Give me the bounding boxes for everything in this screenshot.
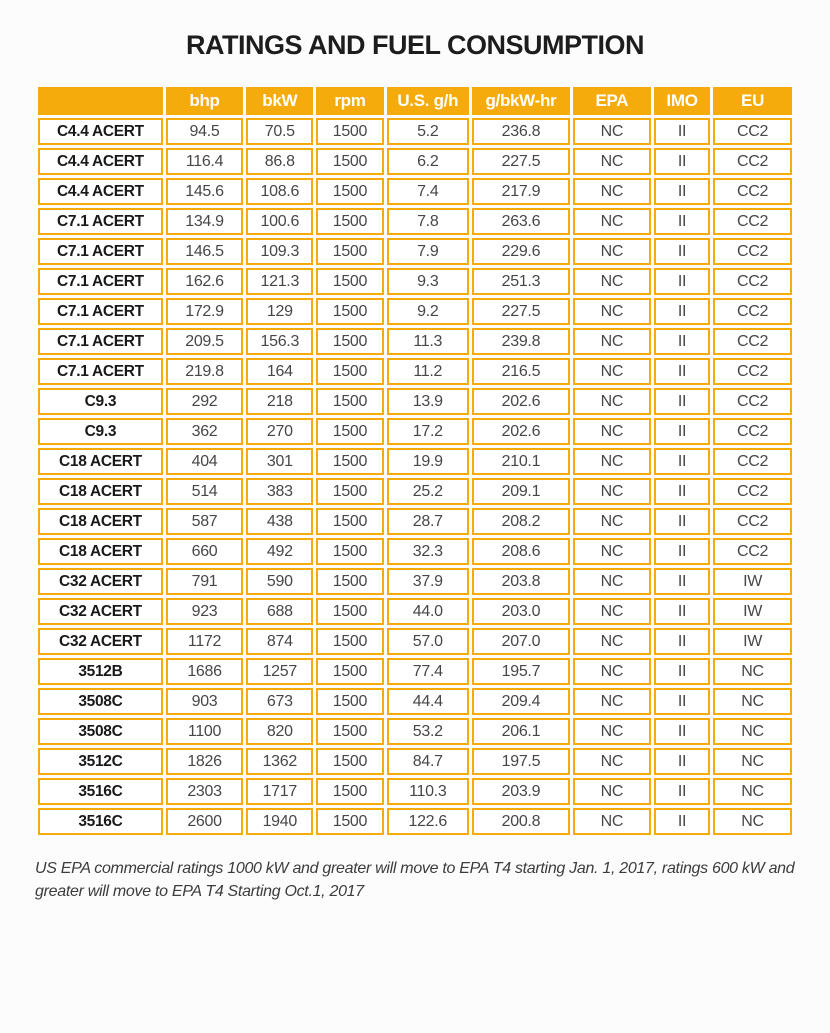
header-cell-g-bkw-hr: g/bkW-hr [472,87,570,115]
value-cell: 25.2 [387,478,469,505]
value-cell: IW [713,598,792,625]
model-cell: C32 ACERT [38,628,163,655]
value-cell: 6.2 [387,148,469,175]
value-cell: 9.2 [387,298,469,325]
value-cell: II [654,118,710,145]
header-cell-epa: EPA [573,87,651,115]
table-row [38,508,792,535]
value-cell: NC [573,208,651,235]
value-cell: NC [573,508,651,535]
model-cell: 3516C [38,808,163,835]
page-title: RATINGS AND FUEL CONSUMPTION [186,30,644,60]
model-cell: 3516C [38,778,163,805]
value-cell: 1500 [316,808,383,835]
value-cell: NC [713,658,792,685]
table-row [38,238,792,265]
value-cell: 1940 [246,808,313,835]
value-cell: 145.6 [166,178,243,205]
value-cell: II [654,538,710,565]
value-cell: 206.1 [472,718,570,745]
value-cell: 146.5 [166,238,243,265]
model-cell: C7.1 ACERT [38,358,163,385]
value-cell: 13.9 [387,388,469,415]
value-cell: 1500 [316,568,383,595]
value-cell: II [654,718,710,745]
value-cell: 209.5 [166,328,243,355]
value-cell: II [654,178,710,205]
value-cell: 208.6 [472,538,570,565]
table-body [38,118,792,835]
value-cell: 1362 [246,748,313,775]
value-cell: CC2 [713,298,792,325]
value-cell: 5.2 [387,118,469,145]
value-cell: 203.9 [472,778,570,805]
model-cell: C7.1 ACERT [38,298,163,325]
value-cell: 1686 [166,658,243,685]
value-cell: CC2 [713,118,792,145]
value-cell: 197.5 [472,748,570,775]
model-cell: C4.4 ACERT [38,118,163,145]
value-cell: CC2 [713,178,792,205]
table-row [38,748,792,775]
value-cell: 1500 [316,778,383,805]
value-cell: 239.8 [472,328,570,355]
value-cell: 11.3 [387,328,469,355]
table-row [38,358,792,385]
value-cell: 77.4 [387,658,469,685]
value-cell: CC2 [713,388,792,415]
value-cell: NC [573,238,651,265]
value-cell: 1717 [246,778,313,805]
value-cell: 202.6 [472,418,570,445]
header-cell-u-s-g-h: U.S. g/h [387,87,469,115]
value-cell: 1500 [316,718,383,745]
value-cell: NC [573,568,651,595]
value-cell: NC [713,718,792,745]
value-cell: 121.3 [246,268,313,295]
table-row [38,208,792,235]
value-cell: II [654,418,710,445]
table-row [38,148,792,175]
value-cell: 208.2 [472,508,570,535]
value-cell: 209.1 [472,478,570,505]
header-cell-bkw: bkW [246,87,313,115]
value-cell: 109.3 [246,238,313,265]
value-cell: 251.3 [472,268,570,295]
value-cell: II [654,658,710,685]
value-cell: 1500 [316,358,383,385]
value-cell: 587 [166,508,243,535]
table-row [38,538,792,565]
value-cell: 7.8 [387,208,469,235]
value-cell: II [654,268,710,295]
value-cell: IW [713,628,792,655]
value-cell: 203.8 [472,568,570,595]
value-cell: 1500 [316,628,383,655]
value-cell: CC2 [713,538,792,565]
table-row [38,118,792,145]
value-cell: NC [573,718,651,745]
value-cell: NC [573,598,651,625]
value-cell: 383 [246,478,313,505]
value-cell: 28.7 [387,508,469,535]
value-cell: 44.4 [387,688,469,715]
value-cell: 86.8 [246,148,313,175]
value-cell: 11.2 [387,358,469,385]
value-cell: II [654,358,710,385]
value-cell: 210.1 [472,448,570,475]
value-cell: NC [573,388,651,415]
header-cell-model [38,87,163,115]
value-cell: 791 [166,568,243,595]
value-cell: CC2 [713,238,792,265]
value-cell: 1172 [166,628,243,655]
model-cell: C18 ACERT [38,448,163,475]
value-cell: 1500 [316,598,383,625]
value-cell: NC [573,628,651,655]
model-cell: 3508C [38,718,163,745]
model-cell: C18 ACERT [38,538,163,565]
table-row [38,808,792,835]
value-cell: 1500 [316,748,383,775]
value-cell: 923 [166,598,243,625]
table-row [38,688,792,715]
value-cell: 903 [166,688,243,715]
value-cell: 820 [246,718,313,745]
value-cell: 874 [246,628,313,655]
value-cell: 404 [166,448,243,475]
value-cell: 200.8 [472,808,570,835]
value-cell: 362 [166,418,243,445]
table-row [38,178,792,205]
model-cell: 3512B [38,658,163,685]
header-cell-eu: EU [713,87,792,115]
value-cell: II [654,598,710,625]
value-cell: 57.0 [387,628,469,655]
value-cell: II [654,148,710,175]
value-cell: 172.9 [166,298,243,325]
value-cell: 1500 [316,208,383,235]
value-cell: CC2 [713,148,792,175]
value-cell: NC [573,298,651,325]
value-cell: 9.3 [387,268,469,295]
value-cell: 209.4 [472,688,570,715]
model-cell: C7.1 ACERT [38,268,163,295]
value-cell: II [654,778,710,805]
value-cell: II [654,688,710,715]
value-cell: NC [573,748,651,775]
model-cell: C18 ACERT [38,508,163,535]
value-cell: 1500 [316,178,383,205]
value-cell: NC [573,538,651,565]
value-cell: 70.5 [246,118,313,145]
value-cell: NC [573,148,651,175]
value-cell: NC [573,358,651,385]
value-cell: II [654,238,710,265]
value-cell: 1500 [316,508,383,535]
value-cell: 1500 [316,538,383,565]
table-row [38,658,792,685]
value-cell: 227.5 [472,298,570,325]
model-cell: C32 ACERT [38,568,163,595]
value-cell: NC [573,448,651,475]
value-cell: 514 [166,478,243,505]
value-cell: 216.5 [472,358,570,385]
value-cell: NC [573,478,651,505]
value-cell: 7.4 [387,178,469,205]
value-cell: 156.3 [246,328,313,355]
footnote: US EPA commercial ratings 1000 kW and greater will move to EPA T4 starting Jan. 1, 2017, ratings 600 kW and greater will move to EPA T4 Starting Oct.1, 2017 [35,860,795,900]
value-cell: 1500 [316,328,383,355]
value-cell: 37.9 [387,568,469,595]
value-cell: CC2 [713,508,792,535]
value-cell: CC2 [713,418,792,445]
model-cell: C7.1 ACERT [38,328,163,355]
value-cell: NC [573,778,651,805]
value-cell: 270 [246,418,313,445]
value-cell: 2600 [166,808,243,835]
value-cell: 195.7 [472,658,570,685]
value-cell: 17.2 [387,418,469,445]
value-cell: II [654,478,710,505]
value-cell: NC [713,688,792,715]
value-cell: NC [573,658,651,685]
value-cell: II [654,568,710,595]
model-cell: C9.3 [38,418,163,445]
value-cell: 7.9 [387,238,469,265]
table-row [38,568,792,595]
value-cell: 84.7 [387,748,469,775]
value-cell: 134.9 [166,208,243,235]
value-cell: NC [573,118,651,145]
value-cell: 1500 [316,268,383,295]
value-cell: II [654,388,710,415]
value-cell: NC [573,328,651,355]
ratings-table [35,84,795,838]
value-cell: NC [713,808,792,835]
value-cell: II [654,748,710,775]
value-cell: 203.0 [472,598,570,625]
value-cell: 19.9 [387,448,469,475]
model-cell: C9.3 [38,388,163,415]
value-cell: II [654,208,710,235]
value-cell: IW [713,568,792,595]
value-cell: 292 [166,388,243,415]
header-cell-bhp: bhp [166,87,243,115]
value-cell: 164 [246,358,313,385]
value-cell: NC [713,778,792,805]
value-cell: 100.6 [246,208,313,235]
value-cell: 2303 [166,778,243,805]
value-cell: 1500 [316,238,383,265]
header-row [38,87,792,115]
value-cell: 207.0 [472,628,570,655]
value-cell: 94.5 [166,118,243,145]
value-cell: 202.6 [472,388,570,415]
value-cell: 44.0 [387,598,469,625]
value-cell: II [654,508,710,535]
value-cell: 1500 [316,688,383,715]
value-cell: II [654,808,710,835]
table-row [38,628,792,655]
value-cell: 217.9 [472,178,570,205]
table-row [38,778,792,805]
value-cell: II [654,628,710,655]
value-cell: 263.6 [472,208,570,235]
value-cell: NC [573,688,651,715]
value-cell: 1500 [316,298,383,325]
table-row [38,418,792,445]
model-cell: 3508C [38,688,163,715]
value-cell: CC2 [713,328,792,355]
table-row [38,388,792,415]
table-row [38,268,792,295]
value-cell: 110.3 [387,778,469,805]
value-cell: CC2 [713,478,792,505]
value-cell: 236.8 [472,118,570,145]
value-cell: NC [713,748,792,775]
value-cell: NC [573,808,651,835]
value-cell: 673 [246,688,313,715]
value-cell: 219.8 [166,358,243,385]
model-cell: C4.4 ACERT [38,148,163,175]
value-cell: 53.2 [387,718,469,745]
value-cell: 108.6 [246,178,313,205]
model-cell: C4.4 ACERT [38,178,163,205]
header-cell-imo: IMO [654,87,710,115]
table-row [38,328,792,355]
value-cell: 688 [246,598,313,625]
value-cell: 227.5 [472,148,570,175]
value-cell: 1257 [246,658,313,685]
table-row [38,598,792,625]
table-row [38,718,792,745]
table-row [38,448,792,475]
model-cell: C7.1 ACERT [38,238,163,265]
value-cell: 438 [246,508,313,535]
value-cell: II [654,298,710,325]
model-cell: C32 ACERT [38,598,163,625]
value-cell: 116.4 [166,148,243,175]
value-cell: 492 [246,538,313,565]
header-cell-rpm: rpm [316,87,383,115]
value-cell: CC2 [713,268,792,295]
value-cell: 129 [246,298,313,325]
model-cell: C7.1 ACERT [38,208,163,235]
value-cell: II [654,448,710,475]
value-cell: CC2 [713,448,792,475]
value-cell: NC [573,178,651,205]
value-cell: 660 [166,538,243,565]
model-cell: C18 ACERT [38,478,163,505]
model-cell: 3512C [38,748,163,775]
value-cell: CC2 [713,208,792,235]
value-cell: 162.6 [166,268,243,295]
table-row [38,298,792,325]
value-cell: 32.3 [387,538,469,565]
value-cell: CC2 [713,358,792,385]
value-cell: 1826 [166,748,243,775]
value-cell: II [654,328,710,355]
value-cell: 1500 [316,658,383,685]
value-cell: 1500 [316,148,383,175]
table-row [38,478,792,505]
value-cell: 1500 [316,118,383,145]
value-cell: 1500 [316,388,383,415]
value-cell: 1500 [316,478,383,505]
value-cell: 1100 [166,718,243,745]
value-cell: NC [573,268,651,295]
value-cell: 218 [246,388,313,415]
value-cell: 590 [246,568,313,595]
value-cell: 122.6 [387,808,469,835]
value-cell: NC [573,418,651,445]
value-cell: 301 [246,448,313,475]
value-cell: 1500 [316,448,383,475]
value-cell: 1500 [316,418,383,445]
value-cell: 229.6 [472,238,570,265]
